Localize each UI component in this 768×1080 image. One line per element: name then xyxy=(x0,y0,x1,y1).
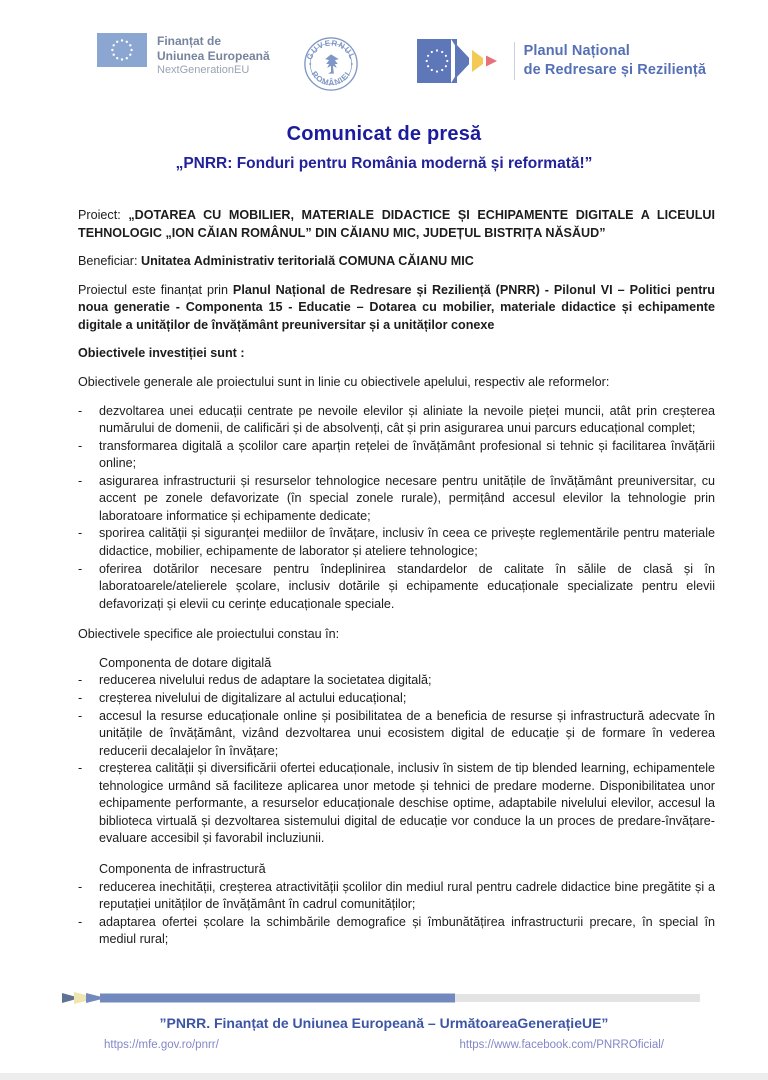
pnrr-logo-text xyxy=(514,42,706,80)
list-item-text: sporirea calității și siguranței mediilor de învățare, inclusiv în ceea ce privește reglementările pentru materiale didactice, mobilier, echipamente de laborator și ateliere tehnologice; xyxy=(99,526,715,558)
list-item-text: creșterea calității și diversificării ofertei educaționale, inclusiv în sistem de tip blended learning, echipamentele tehnologice urmând să faciliteze aplicarea unor metode și tehnici de predare moderne. Disponibilitatea unor echipamente performante, a resurselor educaționale deschise optime, adaptabile nivelului elevilor, accesul la biblioteca virtuală și dezvoltarea sistemului digital de educație vor conduce la un proces de predare-învățare-evaluare accesibil și favorabil incluziunii. xyxy=(99,761,715,846)
funding-paragraph xyxy=(78,282,715,335)
gov-seal-top-text: GUVERNUL xyxy=(305,38,358,62)
document-body xyxy=(0,173,768,960)
eu-funding-logo xyxy=(97,33,270,78)
page-footer xyxy=(0,990,768,1080)
list-item xyxy=(78,708,715,761)
infrastructure-component-list xyxy=(78,879,715,949)
beneficiary-value: Unitatea Administrativ teritorială COMUNA CĂIANU MIC xyxy=(141,254,474,269)
pnrr-logo-line1: Planul Național xyxy=(523,43,630,60)
list-item xyxy=(78,914,715,949)
list-item-text: reducerea nivelului redus de adaptare la societatea digitală; xyxy=(99,673,432,688)
dash-marker: - xyxy=(78,473,83,488)
list-item-text: dezvoltarea unei educații centrate pe nevoile elevilor și aliniate la nevoile pieței muncii, atât prin creșterea numărului de domenii, de calificări și de absolvenți, cât și prin asigurarea unui parcurs educațional complet; xyxy=(99,403,715,436)
page-title: Comunicat de presă xyxy=(286,123,482,145)
infrastructure-component-heading: Componenta de infrastructură xyxy=(99,862,266,876)
dash-marker: - xyxy=(78,561,83,576)
project-value: „DOTAREA CU MOBILIER, MATERIALE DIDACTICE ȘI ECHIPAMENTE DIGITALE A LICEULUI TEHNOLOGIC „ION CĂIAN ROMÂNUL” DIN CĂIANU MIC, JUDEȚUL BISTRIȚA NĂSĂUD” xyxy=(78,208,715,240)
list-item xyxy=(78,760,715,848)
list-item xyxy=(78,879,715,914)
list-item xyxy=(78,672,715,690)
dash-marker: - xyxy=(78,761,83,776)
dash-marker: - xyxy=(78,879,83,894)
pnrr-chevrons-icon xyxy=(417,37,505,85)
eu-funding-line2: Uniunea Europeană xyxy=(157,49,270,63)
project-paragraph xyxy=(78,207,715,242)
pnrr-facebook-link[interactable]: https://www.facebook.com/PNRROficial/ xyxy=(459,1039,664,1051)
specific-objectives-intro: Obiectivele specifice ale proiectului constau în: xyxy=(78,627,340,642)
pnrr-logo-line2: de Redresare și Reziliență xyxy=(523,62,706,78)
eu-funding-line3: NextGenerationEU xyxy=(157,64,250,76)
footer-arrow-bar-icon xyxy=(60,990,705,1006)
list-item-text: asigurarea infrastructurii și resurselor tehnologice necesare pentru unitățile de învățământ preuniversitar, cu accent pe zonele defavorizate (în special zonele rurale), permițând accesul elevilor la tehnologie prin laboratoare informatice și echipamente dedicate; xyxy=(99,473,715,523)
footer-links xyxy=(104,1039,664,1051)
eu-funding-text xyxy=(157,33,270,78)
general-objectives-intro: Obiectivele generale ale proiectului sunt in linie cu obiectivele apelului, respectiv ale reformelor: xyxy=(78,374,610,389)
list-item xyxy=(78,473,715,526)
digital-component-list xyxy=(78,672,715,848)
dash-marker: - xyxy=(78,403,83,418)
funding-bold: Planul Național de Redresare și Reziliență (PNRR) - Pilonul VI – Politici pentru noua generatie - Componenta 15 - Educatie – Dotarea cu mobilier, materiale didactice și echipamente digitale a unităților de învățământ preuniversitar și a unităților conexe xyxy=(78,282,715,332)
dash-marker: - xyxy=(78,673,83,688)
eu-flag-icon xyxy=(97,33,147,67)
beneficiary-paragraph xyxy=(78,253,715,271)
funding-prefix: Proiectul este finanțat prin xyxy=(78,282,233,297)
list-item xyxy=(78,403,715,438)
list-item xyxy=(78,561,715,614)
dash-marker: - xyxy=(78,914,83,929)
list-item-text: creșterea nivelului de digitalizare al actului educațional; xyxy=(99,690,407,705)
project-label: Proiect: xyxy=(78,208,129,222)
list-item xyxy=(78,525,715,560)
digital-component-heading: Componenta de dotare digitală xyxy=(99,655,272,670)
list-item-text: reducerea inechității, creșterea atractivității școlilor din mediul rural pentru cadrele didactice bine pregătite și a reputației unităților de învățământ în cadrul comunităților; xyxy=(99,879,715,912)
gov-seal-bottom-text: ROMÂNIEI xyxy=(309,69,353,88)
list-item-text: oferirea dotărilor necesare pentru îndeplinirea standardelor de calitate în sălile de clasă și în laboratoarele/atelierele școlare, inclusiv dotările și echipamente educaționale specializate pentru elevii defavorizați și elevii cu cerințe educaționale speciale. xyxy=(99,561,715,611)
footer-motto: ”PNRR. Finanțat de Uniunea Europeană – UrmătoareaGenerațieUE” xyxy=(159,1015,609,1031)
logo-header xyxy=(0,0,768,93)
mfe-pnrr-link[interactable]: https://mfe.gov.ro/pnrr/ xyxy=(104,1039,219,1051)
general-objectives-list xyxy=(78,403,715,614)
romanian-government-seal-icon xyxy=(302,35,360,93)
list-item-text: transformarea digitală a școlilor care aparțin rețelei de învățământ profesional si tehnic și facilitarea învățării online; xyxy=(99,438,715,471)
page-subtitle: „PNRR: Fonduri pentru România modernă și reformată!” xyxy=(175,155,593,172)
dash-marker: - xyxy=(78,526,83,541)
list-item-text: accesul la resurse educaționale online și posibilitatea de a beneficia de resurse și infrastructură adecvate în unitățile de învățământ, vizând dezvoltarea unui ecosistem digital de educație și de formare în vederea reducerii decalajelor în învățare; xyxy=(99,708,715,758)
dash-marker: - xyxy=(78,438,83,453)
dash-marker: - xyxy=(78,690,83,705)
page-bottom-edge xyxy=(0,1073,768,1080)
eu-funding-line1: Finanțat de xyxy=(157,34,222,48)
dash-marker: - xyxy=(78,708,83,723)
list-item xyxy=(78,438,715,473)
list-item xyxy=(78,690,715,708)
beneficiary-label: Beneficiar: xyxy=(78,254,141,269)
objectives-heading: Obiectivele investiției sunt : xyxy=(78,346,245,361)
eagle-crest-icon xyxy=(325,54,339,73)
list-item-text: adaptarea ofertei școlare la schimbările demografice și îmbunătățirea infrastructurii precare, în special în mediul rural; xyxy=(99,914,715,947)
pnrr-logo xyxy=(417,37,706,85)
